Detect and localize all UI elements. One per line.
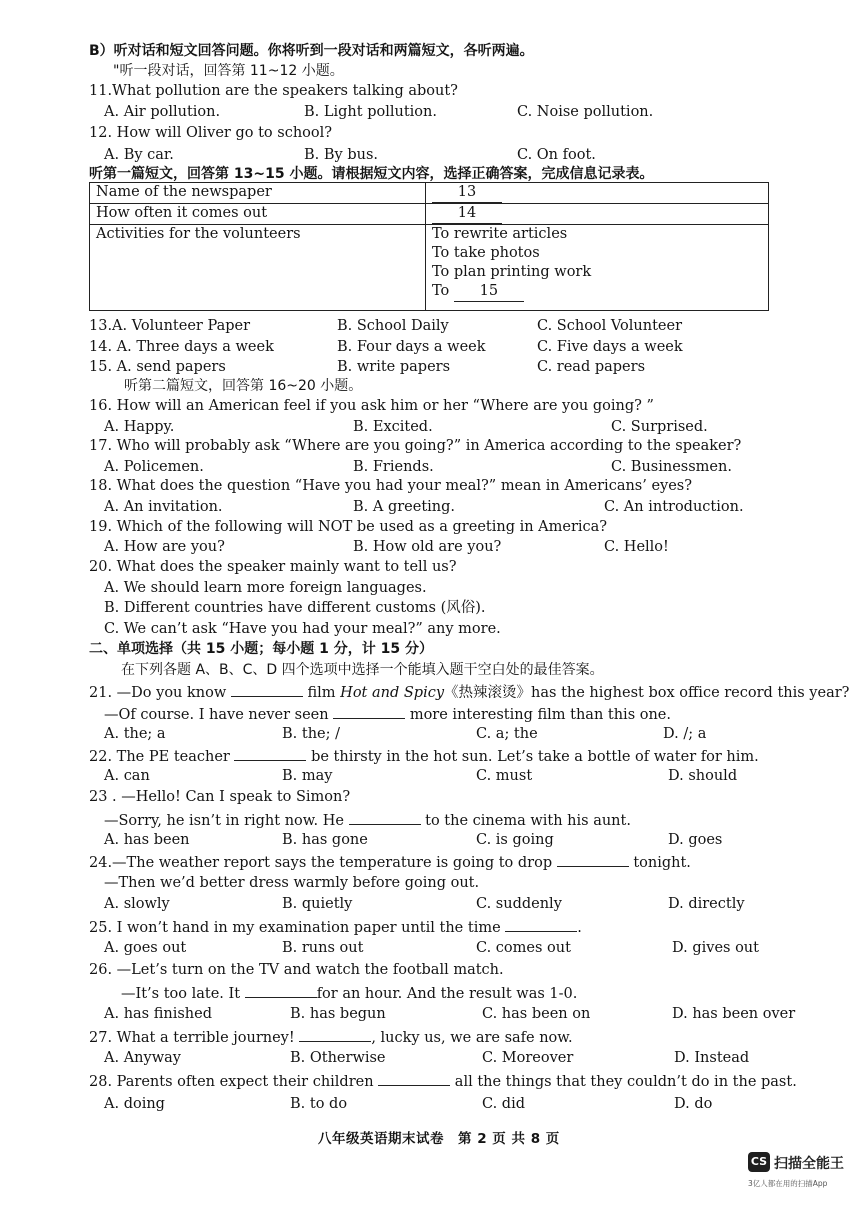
table-cell-activities bbox=[426, 225, 769, 311]
q28-option-c: C. did bbox=[482, 1096, 525, 1112]
q26-option-b: B. has begun bbox=[290, 1006, 386, 1022]
q23-line2: —Sorry, he isn’t in right now. He to the cinema with his aunt. bbox=[104, 810, 631, 830]
q23-option-b: B. has gone bbox=[282, 832, 368, 848]
q24-blank bbox=[557, 852, 629, 867]
q28-option-d: D. do bbox=[674, 1096, 713, 1112]
q24-option-d: D. directly bbox=[668, 896, 745, 912]
table-cell-14 bbox=[426, 204, 769, 225]
passage1-intro: 听第一篇短文，回答第 13~15 小题。请根据短文内容，选择正确答案，完成信息记录表。 bbox=[89, 166, 654, 182]
scanner-app-name: 扫描全能王 bbox=[774, 1156, 844, 1172]
blank-13: 13 bbox=[432, 183, 502, 203]
q24-option-c: C. suddenly bbox=[476, 896, 562, 912]
q16-stem: 16. How will an American feel if you ask him or her “Where are you going? ” bbox=[89, 398, 654, 414]
q15-option-a: 15. A. send papers bbox=[89, 359, 226, 375]
q23-option-d: D. goes bbox=[668, 832, 723, 848]
dialog-intro: "听一段对话，回答第 11~12 小题。 bbox=[113, 63, 344, 79]
blank-14: 14 bbox=[432, 204, 502, 224]
q15-option-b: B. write papers bbox=[337, 359, 451, 375]
cs-logo-icon: CS bbox=[748, 1152, 770, 1172]
q22-option-c: C. must bbox=[476, 768, 533, 784]
section2-heading: 二、单项选择（共 15 小题；每小题 1 分，计 15 分） bbox=[89, 641, 433, 657]
q27-option-a: A. Anyway bbox=[104, 1050, 181, 1066]
q11-option-a: A. Air pollution. bbox=[104, 104, 221, 120]
table-label-frequency: How often it comes out bbox=[90, 204, 426, 225]
q21-line2: —Of course. I have never seen more interesting film than this one. bbox=[104, 704, 671, 724]
q16-option-a: A. Happy. bbox=[104, 419, 175, 435]
q19-option-b: B. How old are you? bbox=[353, 539, 502, 555]
table-label-activities: Activities for the volunteers bbox=[90, 225, 426, 311]
q19-stem: 19. Which of the following will NOT be used as a greeting in America? bbox=[89, 519, 608, 535]
q14-option-c: C. Five days a week bbox=[537, 339, 683, 355]
q28-blank bbox=[378, 1071, 450, 1086]
q20-option-b: B. Different countries have different customs (风俗). bbox=[104, 600, 486, 616]
q18-option-b: B. A greeting. bbox=[353, 499, 456, 515]
record-table bbox=[89, 182, 769, 311]
q21-blank-2 bbox=[333, 704, 405, 719]
q11-option-c: C. Noise pollution. bbox=[517, 104, 654, 120]
q28-option-b: B. to do bbox=[290, 1096, 348, 1112]
q25-option-b: B. runs out bbox=[282, 940, 364, 956]
q26-option-d: D. has been over bbox=[672, 1006, 796, 1022]
q24-option-a: A. slowly bbox=[104, 896, 170, 912]
q12-stem: 12. How will Oliver go to school? bbox=[89, 125, 333, 141]
activity-2: To take photos bbox=[432, 245, 540, 261]
q21-option-b: B. the; / bbox=[282, 726, 340, 742]
q22-blank bbox=[234, 746, 306, 761]
scanner-tagline: 3亿人都在用的扫描App bbox=[748, 1179, 828, 1188]
q13-option-b: B. School Daily bbox=[337, 318, 449, 334]
q24-line1: 24.—The weather report says the temperature is going to drop tonight. bbox=[89, 852, 691, 872]
q26-line2: —It’s too late. It for an hour. And the result was 1-0. bbox=[121, 983, 577, 1003]
q15-option-c: C. read papers bbox=[537, 359, 646, 375]
q21-option-a: A. the; a bbox=[104, 726, 166, 742]
q26-line1: 26. —Let’s turn on the TV and watch the football match. bbox=[89, 962, 504, 978]
q17-option-a: A. Policemen. bbox=[104, 459, 204, 475]
scanner-watermark bbox=[748, 1152, 858, 1222]
q13-option-c: C. School Volunteer bbox=[537, 318, 682, 334]
q11-stem: 11.What pollution are the speakers talking about? bbox=[89, 83, 458, 99]
q27-stem: 27. What a terrible journey! , lucky us, we are safe now. bbox=[89, 1027, 573, 1047]
q25-blank bbox=[505, 917, 577, 932]
q26-blank bbox=[245, 983, 317, 998]
blank-15: 15 bbox=[454, 282, 524, 302]
q22-option-d: D. should bbox=[668, 768, 738, 784]
q21-blank-1 bbox=[231, 682, 303, 697]
passage2-intro: 听第二篇短文，回答第 16~20 小题。 bbox=[124, 378, 363, 394]
q27-blank bbox=[299, 1027, 371, 1042]
q18-stem: 18. What does the question “Have you had your meal?” mean in Americans’ eyes? bbox=[89, 478, 693, 494]
q27-option-d: D. Instead bbox=[674, 1050, 750, 1066]
q23-line1: 23 . —Hello! Can I speak to Simon? bbox=[89, 789, 351, 805]
q23-option-a: A. has been bbox=[104, 832, 190, 848]
part-b-heading: B）听对话和短文回答问题。你将听到一段对话和两篇短文，各听两遍。 bbox=[89, 43, 534, 59]
q17-stem: 17. Who will probably ask “Where are you going?” in America according to the speaker? bbox=[89, 438, 742, 454]
q20-stem: 20. What does the speaker mainly want to tell us? bbox=[89, 559, 457, 575]
table-label-name: Name of the newspaper bbox=[90, 183, 426, 204]
q27-option-c: C. Moreover bbox=[482, 1050, 574, 1066]
q27-option-b: B. Otherwise bbox=[290, 1050, 386, 1066]
q21-option-d: D. /; a bbox=[663, 726, 707, 742]
q22-option-a: A. can bbox=[104, 768, 150, 784]
section2-instruction: 在下列各题 A、B、C、D 四个选项中选择一个能填入题干空白处的最佳答案。 bbox=[121, 662, 604, 678]
q23-option-c: C. is going bbox=[476, 832, 554, 848]
q18-option-a: A. An invitation. bbox=[104, 499, 223, 515]
q22-option-b: B. may bbox=[282, 768, 333, 784]
q18-option-c: C. An introduction. bbox=[604, 499, 744, 515]
q14-option-b: B. Four days a week bbox=[337, 339, 486, 355]
q12-option-a: A. By car. bbox=[104, 147, 174, 163]
q16-option-c: C. Surprised. bbox=[611, 419, 708, 435]
q14-option-a: 14. A. Three days a week bbox=[89, 339, 274, 355]
q12-option-c: C. On foot. bbox=[517, 147, 596, 163]
q16-option-b: B. Excited. bbox=[353, 419, 433, 435]
activity-1: To rewrite articles bbox=[432, 226, 568, 242]
q24-line2: —Then we’d better dress warmly before going out. bbox=[104, 875, 480, 891]
q20-option-c: C. We can’t ask “Have you had your meal?” any more. bbox=[104, 621, 501, 637]
q28-option-a: A. doing bbox=[104, 1096, 165, 1112]
q28-stem: 28. Parents often expect their children all the things that they couldn’t do in the past. bbox=[89, 1071, 797, 1091]
table-cell-13 bbox=[426, 183, 769, 204]
q13-option-a: 13.A. Volunteer Paper bbox=[89, 318, 251, 334]
q21-line1: 21. —Do you know film Hot and Spicy《热辣滚烫》has the highest box office record this year? bbox=[89, 682, 849, 702]
q17-option-b: B. Friends. bbox=[353, 459, 434, 475]
activity-4: To 15 bbox=[432, 282, 762, 302]
q21-option-c: C. a; the bbox=[476, 726, 538, 742]
activity-3: To plan printing work bbox=[432, 264, 592, 280]
page-footer: 八年级英语期末试卷 第 2 页 共 8 页 bbox=[318, 1131, 560, 1147]
q24-option-b: B. quietly bbox=[282, 896, 353, 912]
q11-option-b: B. Light pollution. bbox=[304, 104, 437, 120]
q19-option-c: C. Hello! bbox=[604, 539, 669, 555]
q22-stem: 22. The PE teacher be thirsty in the hot sun. Let’s take a bottle of water for him. bbox=[89, 746, 759, 766]
q17-option-c: C. Businessmen. bbox=[611, 459, 732, 475]
q26-option-c: C. has been on bbox=[482, 1006, 591, 1022]
q12-option-b: B. By bus. bbox=[304, 147, 379, 163]
q25-option-a: A. goes out bbox=[104, 940, 187, 956]
q20-option-a: A. We should learn more foreign languages. bbox=[104, 580, 427, 596]
q25-stem: 25. I won’t hand in my examination paper until the time . bbox=[89, 917, 582, 937]
q23-blank bbox=[349, 810, 421, 825]
q25-option-c: C. comes out bbox=[476, 940, 571, 956]
q25-option-d: D. gives out bbox=[672, 940, 759, 956]
q26-option-a: A. has finished bbox=[104, 1006, 213, 1022]
q19-option-a: A. How are you? bbox=[104, 539, 225, 555]
